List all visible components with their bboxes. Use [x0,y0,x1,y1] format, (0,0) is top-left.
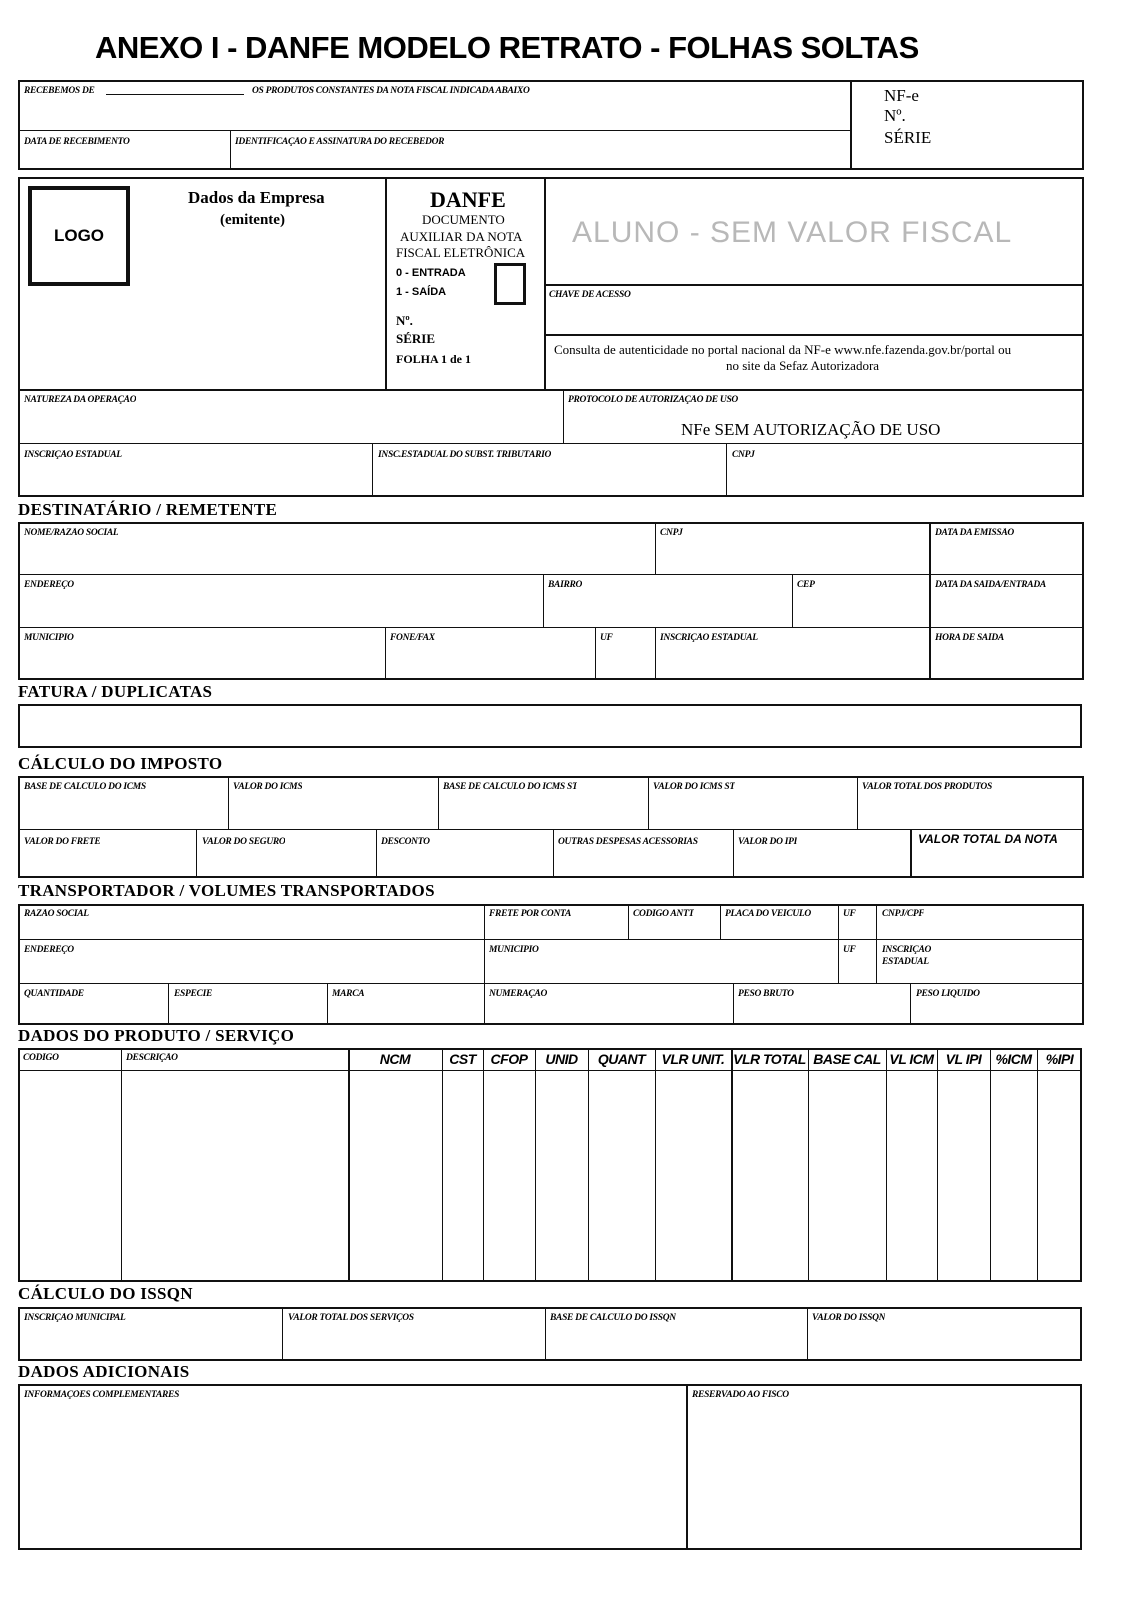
dest-data-saida-label: DATA DA SAÍDA/ENTRADA [935,580,1046,590]
valor-ipi-label: VALOR DO IPI [738,837,798,847]
dest-v-fone [385,627,386,680]
outras-despesas-label: OUTRAS DESPESAS ACESSÓRIAS [558,837,698,847]
tr-peso-bruto-label: PESO BRUTO [738,989,794,999]
danfe-folha: FOLHA 1 de 1 [396,352,472,366]
tr-v-placa [720,904,721,939]
dest-inscricao-label: INSCRIÇÃO ESTADUAL [660,633,758,643]
issqn-v1 [282,1307,283,1361]
tipo-checkbox[interactable] [494,263,526,305]
danfe-title: DANFE [430,187,506,212]
dest-h2 [18,627,1084,628]
tr-especie-label: ESPÉCIE [174,989,213,999]
dest-nome-label: NOME/RAZÃO SOCIAL [24,528,119,538]
produtos-column-divider [731,1048,733,1282]
tr-razao-label: RAZÃO SOCIAL [24,909,89,919]
produtos-column-header: VL IPI [945,1051,982,1067]
valor-frete-label: VALOR DO FRETE [24,837,101,847]
danfe-numero: Nº. [396,313,413,328]
valor-servicos-label: VALOR TOTAL DOS SERVIÇOS [288,1313,414,1323]
produtos-column-divider [808,1048,809,1282]
produtos-label: OS PRODUTOS CONSTANTES DA NOTA FISCAL INDICADA ABAIXO [252,86,530,96]
canhoto-numero: Nº. [884,106,906,125]
produtos-column-header: CFOP [490,1051,528,1067]
produtos-column-divider [588,1048,589,1282]
dest-v-ie [655,627,656,680]
valor-icms-label: VALOR DO ICMS [233,782,303,792]
dados-empresa: Dados da Empresa [188,188,325,207]
produtos-title: DADOS DO PRODUTO / SERVIÇO [18,1026,295,1045]
danfe-line2: AUXILIAR DA NOTA [400,229,523,244]
imp-v4 [857,776,858,829]
produtos-column-divider [886,1048,887,1282]
base-issqn-label: BASE DE CÁLCULO DO ISSQN [550,1313,676,1323]
tr-placa-label: PLACA DO VEÍCULO [725,909,811,919]
canhoto-divider-h [18,130,852,131]
dest-municipio-label: MUNICÍPIO [24,633,74,643]
produtos-column-divider [483,1048,484,1282]
tr-municipio-label: MUNICÍPIO [489,945,539,955]
valor-icms-st-label: VALOR DO ICMS ST [653,782,735,792]
tr-uf2-label: UF [843,945,856,955]
produtos-column-header: BASE CAL [813,1051,881,1067]
dest-hora-saida-label: HORA DE SAÍDA [935,633,1004,643]
produtos-column-header: UNID [545,1051,578,1067]
inscricao-municipal-label: INSCRIÇÃO MUNICIPAL [24,1313,126,1323]
produtos-column-header: %ICM [995,1051,1032,1067]
dest-fone-label: FONE/FAX [390,633,435,643]
imposto-title: CÁLCULO DO IMPOSTO [18,754,223,773]
imp-v7 [553,829,554,878]
reservado-fisco-label: RESERVADO AO FISCO [692,1390,789,1400]
watermark: ALUNO - SEM VALOR FISCAL [572,216,1013,249]
tr-antt-label: CÓDIGO ANTT [633,909,695,919]
dest-endereco-label: ENDEREÇO [24,580,74,590]
dest-h1 [18,574,1084,575]
dest-bairro-label: BAIRRO [548,580,583,590]
dest-v-bairro [543,574,544,627]
danfe-serie: SÉRIE [396,331,436,346]
produtos-column-divider [990,1048,991,1282]
dest-cnpj-label: CNPJ [660,528,683,538]
dest-v-cnpj [655,522,656,575]
adicionais-box [18,1384,1082,1550]
emit-div-v1 [385,177,387,391]
logo-text: LOGO [53,226,105,245]
imp-v3 [648,776,649,829]
dest-data-emissao-label: DATA DA EMISSÃO [935,528,1014,538]
emit-div-h-chave [544,284,1084,286]
danfe-entrada: 0 - ENTRADA [396,267,466,279]
canhoto-divider-v [850,80,852,170]
tr-uf1-label: UF [843,909,856,919]
adicionais-divider [686,1384,688,1550]
dest-uf-label: UF [600,633,613,643]
tr-h2 [18,983,1084,984]
canhoto-divider-v2 [230,130,231,170]
tr-v-peso-liq [910,983,911,1025]
valor-seguro-label: VALOR DO SEGURO [202,837,286,847]
danfe-line1: DOCUMENTO [422,212,505,227]
emit-div-v-ie1 [372,443,373,497]
emit-div-h-natureza [18,389,1084,391]
imp-v6 [376,829,377,878]
dados-emitente: (emitente) [220,212,285,228]
tr-marca-label: MARCA [332,989,365,999]
base-icms-st-label: BASE DE CÁLCULO DO ICMS ST [443,782,578,792]
tr-cnpj-label: CNPJ/CPF [882,909,925,919]
fatura-title: FATURA / DUPLICATAS [18,682,213,701]
emit-div-v-protocolo [563,389,564,444]
tr-h1 [18,939,1084,940]
produtos-column-divider [1037,1048,1038,1282]
tr-v-cnpj [876,904,877,983]
produtos-column-header: VLR UNIT. [661,1051,725,1067]
issqn-v3 [807,1307,808,1361]
informacoes-complementares-label: INFORMAÇÕES COMPLEMENTARES [24,1390,180,1400]
protocolo-value: NFe SEM AUTORIZAÇÃO DE USO [681,420,941,439]
danfe-saida: 1 - SAÍDA [396,286,447,298]
dest-cep-label: CEP [797,580,815,590]
produtos-column-header: VL ICM [889,1051,934,1067]
tr-endereco-label: ENDEREÇO [24,945,74,955]
protocolo-label: PROTOCOLO DE AUTORIZAÇÃO DE USO [568,395,738,405]
produtos-column-header: DESCRIÇÃO [126,1053,178,1063]
logo-box [28,186,130,286]
desconto-label: DESCONTO [381,837,430,847]
produtos-column-header: VLR TOTAL [733,1051,806,1067]
tr-v-marca [327,983,328,1025]
tr-v-frete [484,904,485,1025]
transportador-title: TRANSPORTADOR / VOLUMES TRANSPORTADOS [18,881,435,900]
destinatario-box [18,522,1084,680]
cnpj-emitente-label: CNPJ [732,450,755,460]
canhoto-serie: SÉRIE [884,128,932,147]
emit-div-v-ie2 [726,443,727,497]
produtos-column-divider [655,1048,656,1282]
produtos-table [18,1048,1082,1282]
inscricao-estadual-label: INSCRIÇÃO ESTADUAL [24,450,122,460]
valor-total-nota-label: VALOR TOTAL DA NOTA [918,832,1058,846]
emit-div-h-consulta [544,334,1084,336]
natureza-label: NATUREZA DA OPERAÇÃO [24,395,137,405]
danfe-line3: FISCAL ELETRÔNICA [396,245,526,260]
recebemos-label: RECEBEMOS DE [24,86,95,96]
issqn-title: CÁLCULO DO ISSQN [18,1284,193,1303]
tr-quantidade-label: QUANTIDADE [24,989,84,999]
dest-v-uf [595,627,596,680]
imp-v9 [910,829,912,878]
imp-v1 [228,776,229,829]
imp-v2 [438,776,439,829]
consulta-line1: Consulta de autenticidade no portal nacional da NF-e www.nfe.fazenda.gov.br/portal ou [554,342,1012,357]
produtos-column-divider [535,1048,536,1282]
produtos-column-header: CÓDIGO [23,1053,59,1063]
produtos-column-divider [937,1048,938,1282]
recebemos-line[interactable] [106,94,244,95]
page-title: ANEXO I - DANFE MODELO RETRATO - FOLHAS SOLTAS [95,30,919,65]
dest-v-cep [792,574,793,627]
adicionais-title: DADOS ADICIONAIS [18,1362,190,1381]
destinatario-title: DESTINATÁRIO / REMETENTE [18,500,278,519]
tr-inscricao-label-2: ESTADUAL [882,957,929,967]
produtos-column-header: CST [449,1051,476,1067]
valor-produtos-label: VALOR TOTAL DOS PRODUTOS [862,782,992,792]
imp-v5 [196,829,197,878]
consulta-line2: no site da Sefaz Autorizadora [726,358,880,373]
chave-acesso-label: CHAVE DE ACESSO [549,290,631,300]
data-recebimento-label: DATA DE RECEBIMENTO [24,137,130,147]
produtos-column-divider [121,1048,122,1282]
tr-peso-liquido-label: PESO LÍQUIDO [916,989,980,999]
identificacao-label: IDENTIFICAÇÃO E ASSINATURA DO RECEBEDOR [235,137,445,147]
produtos-column-divider [348,1048,350,1282]
canhoto-nfe: NF-e [884,86,919,105]
tr-inscricao-label-1: INSCRIÇÃO [882,945,932,955]
produtos-column-header: NCM [379,1051,411,1067]
fatura-box[interactable] [18,704,1082,748]
produtos-column-header: QUANT [597,1051,646,1067]
tr-v-especie [168,983,169,1025]
insc-subst-label: INSC.ESTADUAL DO SUBST. TRIBUTÁRIO [378,450,552,460]
tr-v-uf [838,904,839,983]
produtos-column-divider [442,1048,443,1282]
tr-frete-label: FRETE POR CONTA [489,909,572,919]
imp-v8 [733,829,734,878]
prod-header-line [18,1070,1082,1071]
valor-issqn-label: VALOR DO ISSQN [812,1313,886,1323]
tr-v-antt [628,904,629,939]
emit-div-h-inscricao [18,443,1084,444]
base-icms-label: BASE DE CÁLCULO DO ICMS [24,782,146,792]
tr-numeracao-label: NUMERAÇÃO [489,989,548,999]
issqn-v2 [545,1307,546,1361]
tr-v-peso-bruto [733,983,734,1025]
imp-h1 [18,829,1084,830]
produtos-column-header: %IPI [1045,1051,1074,1067]
dest-v-right [929,522,931,680]
